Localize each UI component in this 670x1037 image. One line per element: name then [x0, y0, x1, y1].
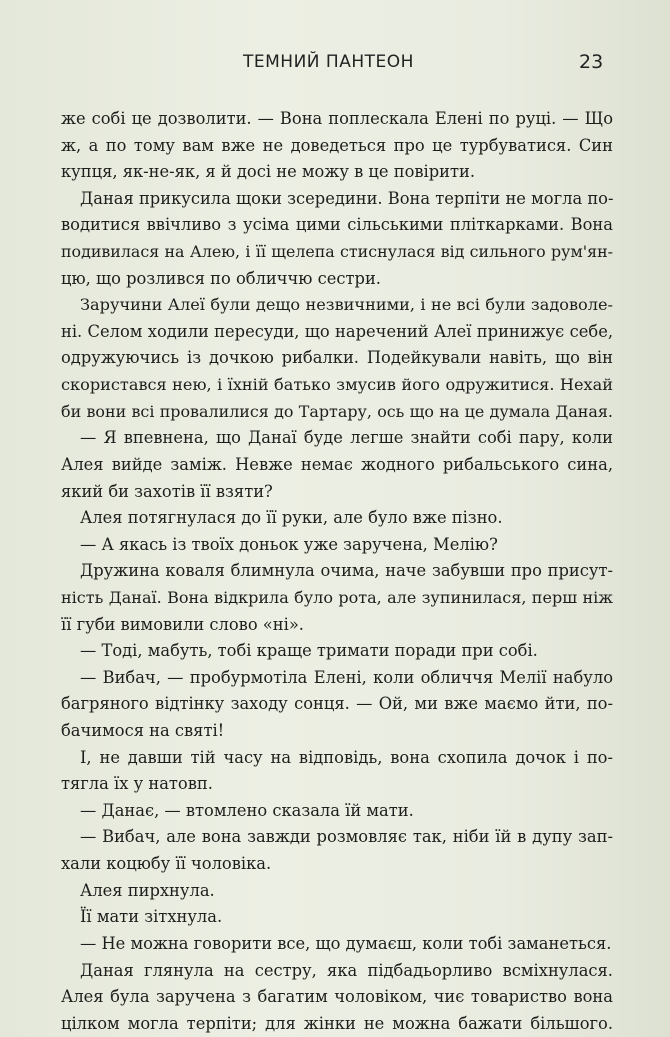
text-line: би вони всі провалилися до Тартару, ось що на це думала Даная. [61, 401, 613, 421]
text-line: який би захотів її взяти? [61, 481, 273, 501]
text-line: цю, що розлився по обличчю сестри. [61, 268, 381, 288]
text-line: Її мати зітхнула. [80, 907, 223, 927]
text-line: бачимося на святі! [61, 721, 225, 741]
text-line: — А якась із твоїх доньок уже заручена, Мелію? [80, 534, 498, 554]
text-line: водитися ввічливо з усіма цими сільськими пліткарками. Вона [61, 215, 613, 235]
text-line: одружуючись із дочкою рибалки. Подейкували навіть, що він [61, 348, 613, 368]
text-line: Алея пирхнула. [80, 880, 215, 900]
text-line: Алея була заручена з багатим чоловіком, чиє товариство вона [61, 987, 613, 1007]
text-line: ні. Селом ходили пересуди, що наречений Алеї принижує себе, [61, 321, 613, 341]
book-title: ТЕМНИЙ ПАНТЕОН [243, 52, 414, 72]
text-line: цілком могла терпіти; для жінки не можна бажати більшого. [61, 1013, 613, 1033]
body-text [61, 106, 613, 1037]
text-line: скористався нею, і їхній батько змусив його одружитися. Нехай [61, 375, 613, 395]
text-line: — Я впевнена, що Данаї буде легше знайти собі пару, коли [80, 428, 613, 448]
page-number: 23 [579, 51, 604, 73]
text-line: Заручини Алеї були дещо незвичними, і не всі були задоволе- [80, 295, 613, 315]
running-head [0, 52, 670, 76]
text-line: тягла їх у натовп. [61, 774, 213, 794]
text-line: — Вибач, — пробурмотіла Елені, коли обличчя Мелії набуло [80, 667, 613, 687]
text-line: — Тоді, мабуть, тобі краще тримати поради при собі. [80, 641, 538, 661]
text-line: — Данає, — втомлено сказала їй мати. [80, 800, 414, 820]
text-line: багряного відтінку заходу сонця. — Ой, ми вже маємо йти, по- [61, 694, 613, 714]
text-line: же собі це дозволити. — Вона поплескала Елені по руці. — Що [61, 109, 613, 128]
text-line: ж, а по тому вам вже не доведеться про це турбуватися. Син [61, 135, 613, 155]
text-line: хали коцюбу її чоловіка. [61, 854, 272, 874]
text-line: Дружина коваля блимнула очима, наче забувши про присут- [80, 561, 613, 581]
text-line: її губи вимовили слово «ні». [61, 614, 304, 634]
text-line: — Не можна говорити все, що думаєш, коли тобі заманеться. [80, 933, 612, 953]
text-line: — Вибач, але вона завжди розмовляє так, ніби їй в дупу зап- [80, 827, 613, 847]
text-line: І, не давши тій часу на відповідь, вона схопила дочок і по- [80, 747, 613, 767]
text-line: купця, як-не-як, я й досі не можу в це повірити. [61, 162, 476, 182]
text-line: Алея потягнулася до її руки, але було вже пізно. [80, 508, 503, 528]
text-line: Даная глянула на сестру, яка підбадьорливо всміхнулася. [80, 960, 613, 980]
text-line: подивилася на Алею, і її щелепа стиснулася від сильного рум'ян- [61, 242, 613, 262]
text-line: ність Данаї. Вона відкрила було рота, але зупинилася, перш ніж [61, 587, 613, 607]
text-line: Алея вийде заміж. Невже немає жодного рибальського сина, [61, 454, 613, 474]
text-line: Даная прикусила щоки зсередини. Вона терпіти не могла по- [80, 188, 614, 208]
